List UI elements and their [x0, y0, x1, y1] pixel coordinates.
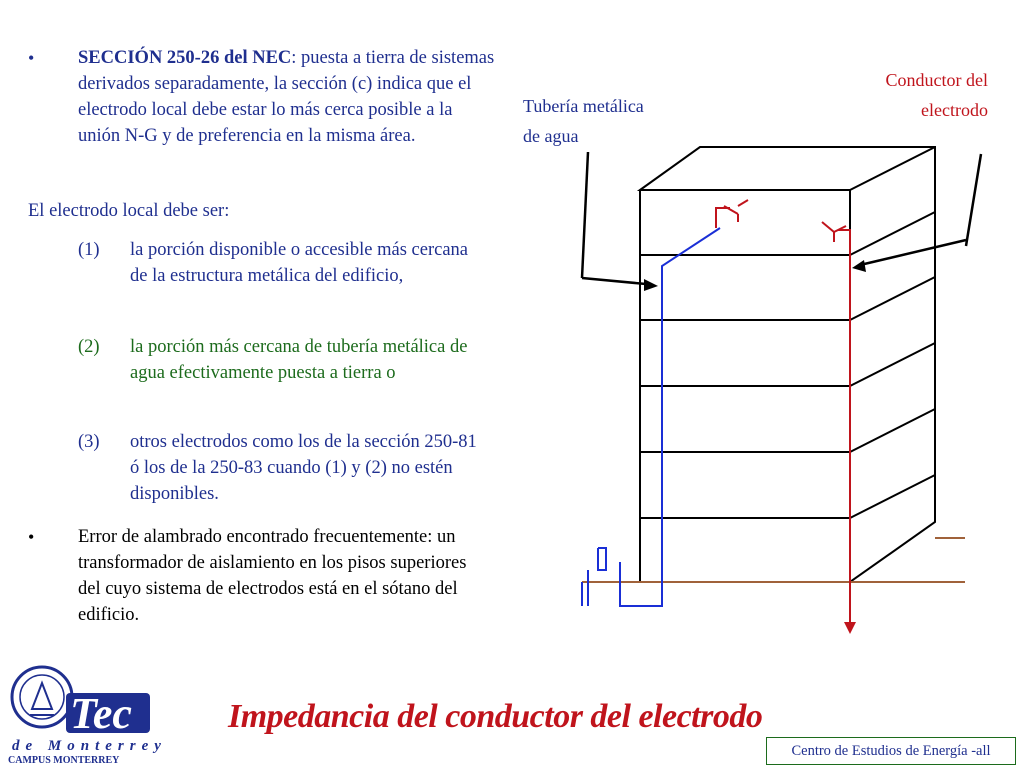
section-heading: SECCIÓN 250-26 del NEC [78, 48, 292, 68]
logo-campus: CAMPUS MONTERREY [8, 755, 120, 766]
item-text-1: la porción disponible o accesible más cercana de la estructura metálica del edificio, [130, 240, 468, 286]
footer-center-name: Centro de Estudios de Energía -all [766, 737, 1016, 765]
label-water-pipe [523, 91, 644, 151]
item-text-3: otros electrodos como los de la sección 250-81 ó los de la 250-83 cuando (1) y (2) no estén disponibles. [130, 432, 477, 504]
slide-title: Impedancia del conductor del electrodo [228, 698, 763, 735]
electrode-arrow-head [844, 622, 856, 634]
logo-subtitle: de Monterrey [12, 738, 167, 754]
item-number-1: (1) [78, 240, 100, 260]
section-description: : puesta a tierra de sistemas derivados separadamente, la sección (c) indica que el electrodo local debe estar lo más cerca posible a la unión N-G y de preferencia en la misma área. [78, 48, 495, 146]
logo-word: Tec [70, 689, 132, 738]
item-number-2: (2) [78, 337, 100, 357]
item-text-2: la porción más cercana de tubería metálica de agua efectivamente puesta a tierra o [130, 337, 468, 383]
building-structure [640, 147, 935, 582]
label-conductor-line1: Conductor del [885, 70, 988, 90]
bullet-marker: • [28, 48, 35, 68]
bullet-wiring-error: Error de alambrado encontrado frecuentemente: un transformador de aislamiento en los pisos superiores del cuyo sistema de electrodos está en el sótano del edificio. [78, 527, 467, 625]
label-water-pipe-line2: de agua [523, 126, 579, 146]
pointer-arrow-conductor [852, 260, 866, 272]
electrode-conductor [716, 200, 850, 622]
label-conductor-line2: electrodo [921, 100, 988, 120]
label-water-pipe-line1: Tubería metálica [523, 96, 644, 116]
pointer-arrow-pipe [644, 279, 658, 291]
item-number-3: (3) [78, 432, 100, 452]
intro-text: El electrodo local debe ser: [28, 201, 230, 221]
bullet-marker-2: • [28, 527, 35, 547]
label-electrode-conductor [850, 65, 988, 125]
